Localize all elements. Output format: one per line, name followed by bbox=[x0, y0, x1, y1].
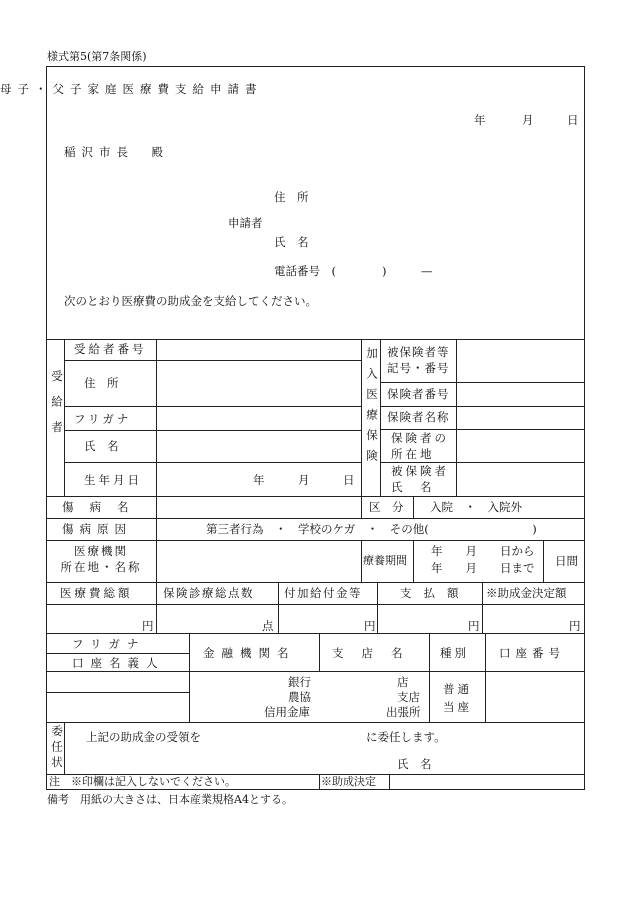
rule bbox=[429, 633, 430, 722]
delegation-label: 委任状 bbox=[50, 725, 64, 772]
rule bbox=[46, 339, 585, 340]
rule bbox=[319, 633, 320, 671]
rule bbox=[482, 582, 483, 633]
inpatient-options: 入院 ・ 入院外 bbox=[430, 500, 522, 514]
additional-benefit-label: 付加給付金等 bbox=[284, 586, 362, 600]
rule bbox=[377, 582, 378, 633]
insured-name-label: 被保険者 氏 名 bbox=[391, 464, 449, 494]
insurer-name-label: 保険者名称 bbox=[387, 410, 450, 424]
form-number: 様式第5(第7条関係) bbox=[47, 50, 147, 63]
account-number-label: 口座番号 bbox=[499, 646, 565, 660]
bank-type-ginko: 銀行 bbox=[288, 675, 311, 689]
branch-type-mise: 店 bbox=[397, 675, 409, 689]
delegate-name-label: 氏 名 bbox=[397, 757, 432, 771]
rule bbox=[156, 496, 157, 540]
recipient-group-label: 受給者 bbox=[50, 370, 64, 447]
financial-institution-label: 金融機関名 bbox=[203, 646, 296, 660]
rule bbox=[156, 339, 157, 496]
decision-amount-label: ※助成金決定額 bbox=[486, 586, 567, 600]
rule bbox=[46, 633, 585, 634]
rule bbox=[46, 518, 585, 519]
rule bbox=[380, 382, 585, 383]
rule bbox=[485, 633, 486, 722]
rule bbox=[46, 671, 585, 672]
branch-label: 支店名 bbox=[332, 646, 421, 660]
addressee: 稲沢市長 殿 bbox=[64, 145, 169, 159]
illness-cause-label: 傷病原因 bbox=[62, 522, 132, 536]
illness-name-label: 傷病名 bbox=[62, 500, 145, 514]
rule bbox=[46, 496, 585, 497]
insurance-points-label: 保険診療総点数 bbox=[163, 586, 254, 600]
rule bbox=[64, 462, 361, 463]
branch-type-shiten: 支店 bbox=[397, 690, 420, 704]
rule bbox=[456, 339, 457, 496]
rule bbox=[319, 774, 320, 790]
period-days: 日間 bbox=[555, 554, 578, 568]
birth-day: 日 bbox=[343, 473, 355, 487]
rule bbox=[413, 496, 414, 518]
rule bbox=[46, 540, 585, 541]
yen-unit: 円 bbox=[364, 619, 376, 633]
recipient-furigana-label: フリガナ bbox=[74, 412, 132, 426]
rule bbox=[380, 462, 585, 463]
total-cost-label: 医療費総額 bbox=[60, 586, 133, 600]
account-holder-label: 口座名義人 bbox=[72, 656, 165, 670]
point-unit: 点 bbox=[262, 619, 274, 633]
insurer-address-label: 保険者の 所在地 bbox=[391, 431, 449, 461]
rule bbox=[189, 633, 190, 722]
rule bbox=[389, 774, 390, 790]
treatment-period-label: 療養期間 bbox=[363, 554, 407, 567]
rule bbox=[46, 582, 585, 583]
illness-cause-options: 第三者行為 ・ 学校のケガ ・ その他( ) bbox=[206, 522, 537, 536]
delegation-text-end: に委任します。 bbox=[366, 730, 446, 744]
date-month: 月 bbox=[522, 113, 534, 127]
applicant-address-label: 住 所 bbox=[274, 190, 309, 204]
delegation-text-start: 上記の助成金の受領を bbox=[86, 730, 201, 744]
rule bbox=[156, 540, 157, 582]
rule bbox=[64, 360, 361, 361]
rule bbox=[361, 339, 362, 496]
date-day: 日 bbox=[567, 113, 579, 127]
applicant-label: 申請者 bbox=[228, 216, 263, 230]
insurance-group-label: 加入医療保険 bbox=[365, 347, 379, 470]
date-year: 年 bbox=[474, 113, 486, 127]
rule bbox=[46, 692, 189, 693]
decision-stamp-label: ※助成決定 bbox=[321, 775, 376, 788]
remarks-text: 備考 用紙の大きさは、日本産業規格A4とする。 bbox=[47, 793, 293, 806]
insurer-number-label: 保険者番号 bbox=[387, 387, 450, 401]
birth-year: 年 bbox=[253, 473, 265, 487]
yen-unit: 円 bbox=[142, 619, 154, 633]
recipient-birth-label: 生年月日 bbox=[84, 473, 142, 487]
yen-unit: 円 bbox=[468, 619, 480, 633]
rule bbox=[278, 582, 279, 633]
rule bbox=[380, 339, 381, 496]
account-type-label: 種別 bbox=[440, 646, 469, 660]
kubun-label: 区 分 bbox=[369, 500, 404, 514]
form-title: 母子・父子家庭医療費支給申請書 bbox=[0, 82, 263, 96]
bank-type-shinkin: 信用金庫 bbox=[264, 705, 310, 719]
branch-type-shuchosho: 出張所 bbox=[386, 705, 421, 719]
birth-month: 月 bbox=[298, 473, 310, 487]
account-type-futsu: 普通 bbox=[443, 682, 472, 696]
rule bbox=[543, 540, 544, 582]
applicant-phone-label: 電話番号 ( ) — bbox=[274, 264, 433, 278]
period-from: 年 月 日から bbox=[431, 544, 535, 558]
bank-furigana-label: フリガナ bbox=[72, 637, 146, 651]
rule bbox=[46, 604, 585, 605]
institution-label: 医療機関 所在地・名称 bbox=[60, 544, 142, 574]
account-type-toza: 当座 bbox=[443, 700, 472, 714]
request-text: 次のとおり医療費の助成金を支給してください。 bbox=[64, 294, 317, 308]
rule bbox=[156, 582, 157, 633]
recipient-address-label: 住 所 bbox=[84, 376, 119, 390]
recipient-number-label: 受給者番号 bbox=[74, 342, 147, 356]
note-text: 注 ※印欄は記入しないでください。 bbox=[49, 775, 236, 788]
recipient-name-label: 氏 名 bbox=[84, 439, 119, 453]
rule bbox=[46, 653, 189, 654]
period-to: 年 月 日まで bbox=[431, 561, 535, 575]
rule bbox=[64, 430, 361, 431]
rule bbox=[46, 722, 585, 723]
insured-id-label: 被保険者等 記号・番号 bbox=[387, 345, 450, 375]
rule bbox=[361, 540, 362, 582]
rule bbox=[380, 406, 585, 407]
rule bbox=[361, 496, 362, 518]
rule bbox=[64, 406, 361, 407]
applicant-name-label: 氏 名 bbox=[274, 235, 309, 249]
payment-label: 支払額 bbox=[400, 586, 471, 600]
rule bbox=[380, 429, 585, 430]
yen-unit: 円 bbox=[569, 619, 581, 633]
bank-type-nokyo: 農協 bbox=[288, 690, 311, 704]
rule bbox=[413, 540, 414, 582]
application-form bbox=[46, 66, 585, 790]
